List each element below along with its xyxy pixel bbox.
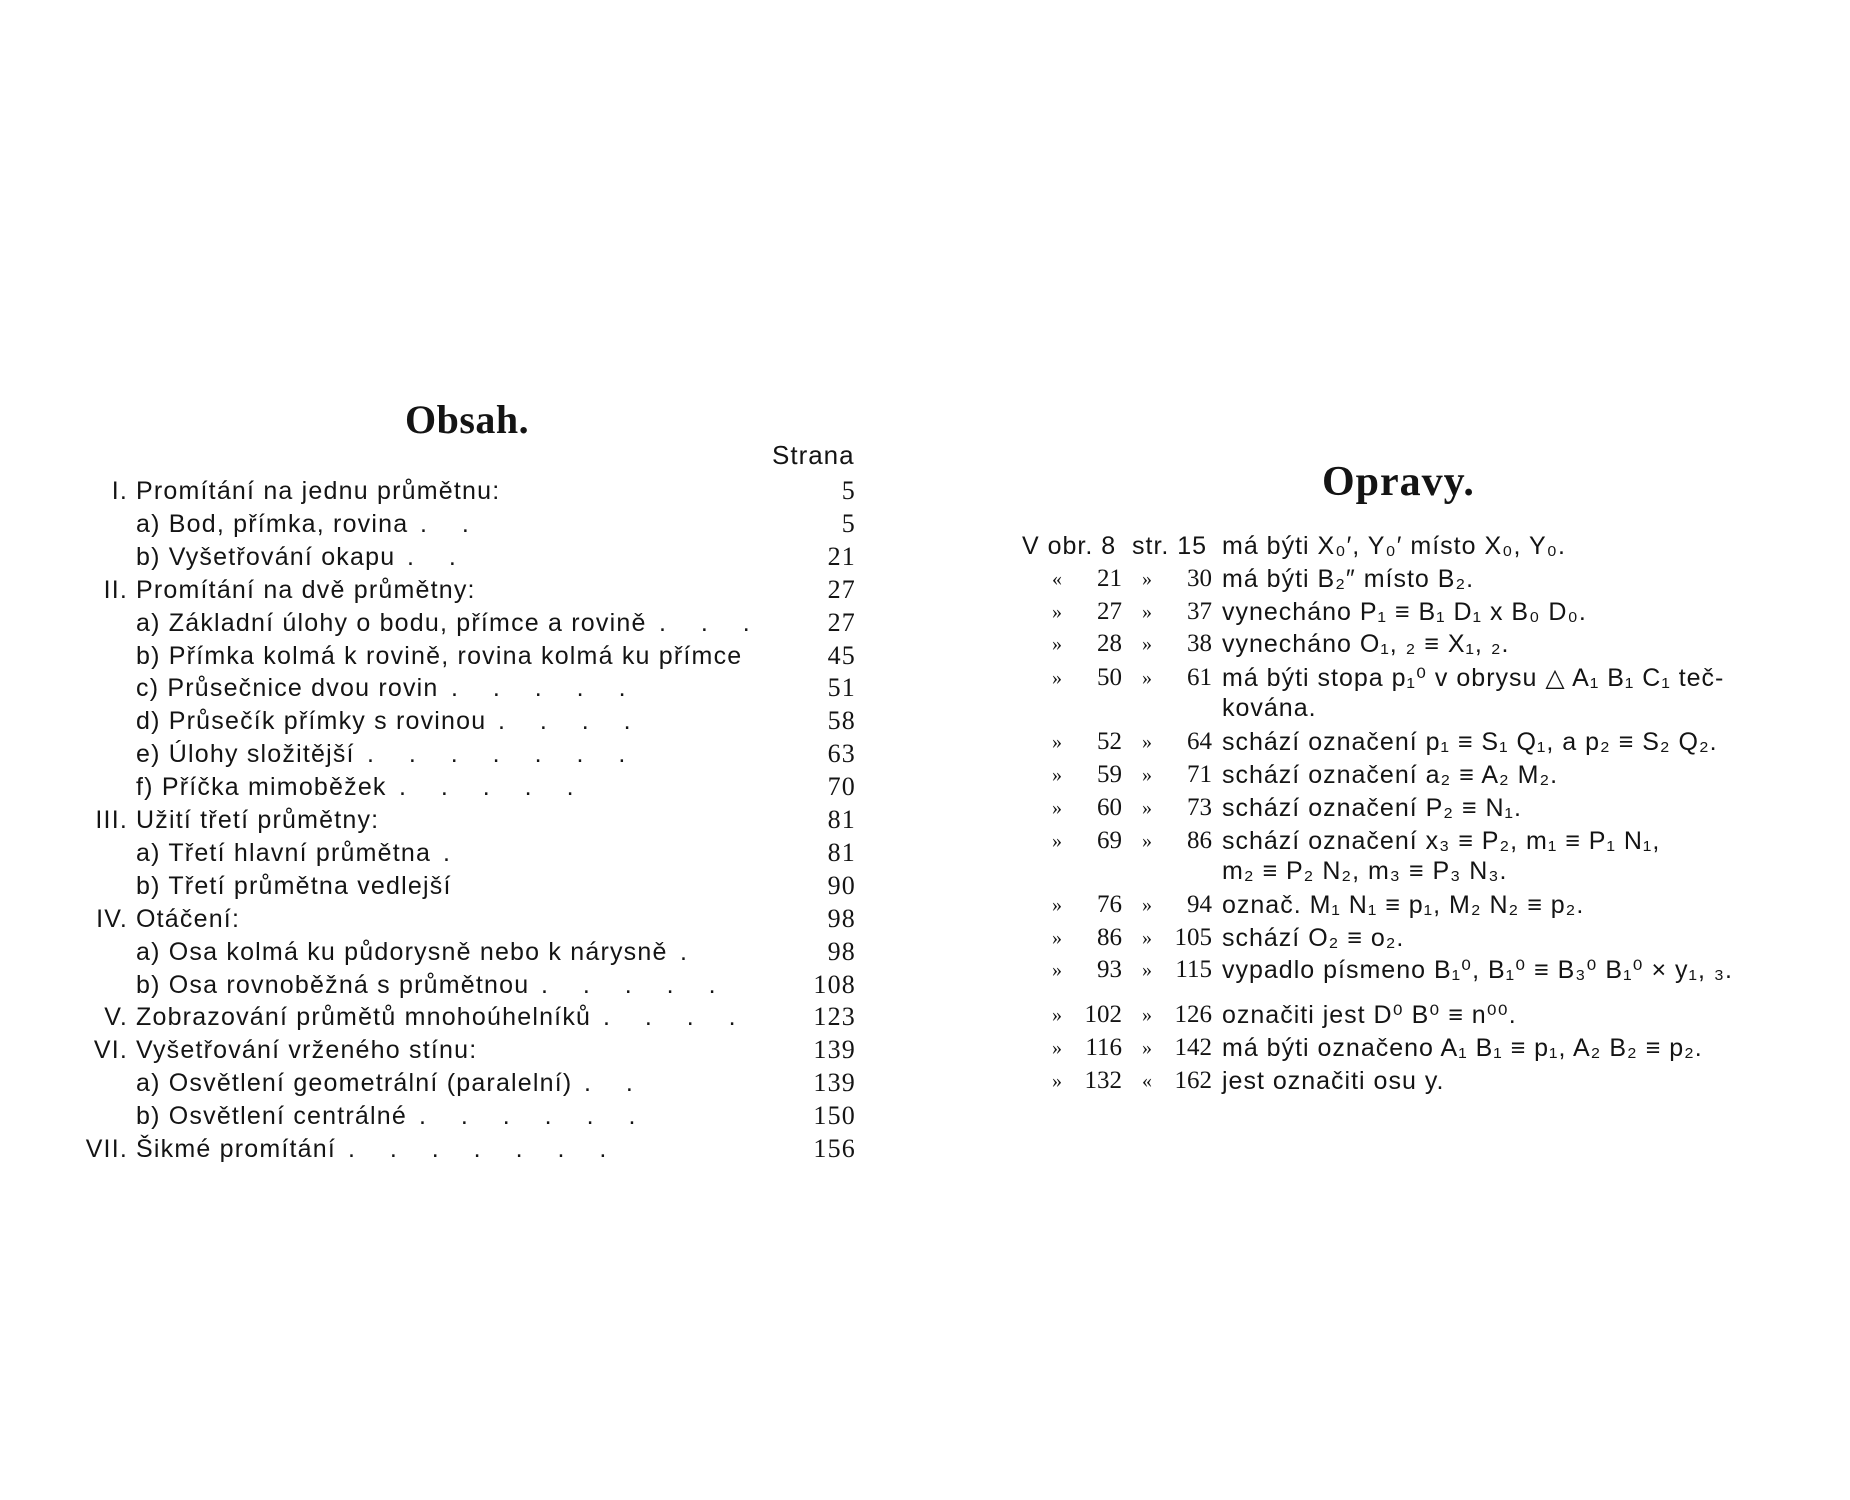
errata-page-number: 73 xyxy=(1187,794,1212,821)
entry-page-number: 150 xyxy=(813,1101,856,1131)
ditto-mark: » xyxy=(1052,926,1062,949)
ditto-mark: » xyxy=(1052,829,1062,852)
errata-figure-number: 93 xyxy=(1097,956,1122,984)
errata-figure-number: 52 xyxy=(1097,728,1122,756)
ditto-mark: » xyxy=(1052,633,1062,656)
leader-dots: . . . . . xyxy=(451,674,640,703)
contents-entry xyxy=(70,1001,856,1033)
entry-page-number: 27 xyxy=(827,607,856,637)
errata-correction: schází označení a₂ ≡ A₂ M₂. xyxy=(1222,761,1559,790)
ditto-mark: » xyxy=(1052,1037,1062,1060)
entry-label: Otáčení: xyxy=(136,904,241,933)
contents-entry xyxy=(70,607,856,639)
entry-number: VII. xyxy=(85,1135,128,1163)
contents-entry xyxy=(70,705,856,737)
errata-correction: má býti stopa p₁⁰ v obrysu △ A₁ B₁ C₁ teč- xyxy=(1222,664,1725,693)
entry-page-number: 123 xyxy=(813,1002,856,1032)
contents-page xyxy=(0,0,900,1500)
entry-label: e) Úlohy složitější xyxy=(136,740,355,769)
ditto-mark: » xyxy=(1142,731,1152,754)
entry-page-number: 70 xyxy=(827,772,856,802)
errata-correction: vynecháno O₁, ₂ ≡ X₁, ₂. xyxy=(1222,630,1510,659)
entry-label: f) Příčka mimoběžek xyxy=(136,773,387,802)
entry-page-number: 45 xyxy=(827,640,856,670)
errata-page-number: 126 xyxy=(1174,1001,1212,1029)
entry-page-number: 98 xyxy=(827,936,856,966)
errata-title: Opravy. xyxy=(1322,459,1475,505)
page-column-header: Strana xyxy=(772,440,855,470)
leader-dots: . . . . . xyxy=(399,773,588,802)
leader-dots: . . . . xyxy=(603,1003,750,1032)
errata-page-number: 38 xyxy=(1187,630,1212,658)
entry-page-number: 51 xyxy=(827,673,856,703)
leader-dots: . . xyxy=(407,542,470,571)
ditto-mark: » xyxy=(1142,633,1152,656)
entry-page-number: 5 xyxy=(841,476,856,505)
errata-figure-ref: V obr. 8 xyxy=(1022,532,1117,560)
errata-correction: označiti jest D⁰ B⁰ ≡ n⁰⁰. xyxy=(1222,1001,1517,1030)
ditto-mark: » xyxy=(1052,1004,1062,1027)
ditto-mark: » xyxy=(1052,731,1062,754)
errata-figure-number: 102 xyxy=(1084,1001,1122,1029)
contents-entry xyxy=(70,541,856,573)
errata-figure-number: 59 xyxy=(1097,761,1122,789)
contents-entry xyxy=(70,1034,856,1066)
ditto-mark: » xyxy=(1052,797,1062,819)
errata-page-number: 142 xyxy=(1174,1034,1212,1062)
ditto-mark: » xyxy=(1142,1037,1152,1060)
entry-number: III. xyxy=(95,806,128,834)
entry-label: d) Průsečík přímky s rovinou xyxy=(136,707,487,736)
leader-dots: . . xyxy=(420,509,483,538)
entry-label: Vyšetřování vrženého stínu: xyxy=(136,1036,478,1065)
entry-page-number: 98 xyxy=(827,903,856,933)
errata-correction: vynecháno P₁ ≡ B₁ D₁ x B₀ D₀. xyxy=(1222,597,1587,626)
contents-entry xyxy=(70,1100,856,1132)
entry-page-number: 156 xyxy=(813,1134,856,1163)
leader-dots: . . . xyxy=(659,608,764,637)
entry-page-number: 5 xyxy=(841,508,856,538)
entry-page-number: 139 xyxy=(813,1035,856,1065)
contents-entry xyxy=(70,903,856,935)
errata-figure-number: 69 xyxy=(1097,826,1122,854)
errata-figure-number: 60 xyxy=(1097,794,1122,821)
entry-label: a) Bod, přímka, rovina xyxy=(136,509,409,538)
entry-page-number: 21 xyxy=(827,541,856,571)
contents-entry xyxy=(70,837,856,869)
errata-page-number: 86 xyxy=(1187,826,1212,854)
errata-figure-number: 50 xyxy=(1097,664,1122,692)
contents-entry xyxy=(70,969,856,1001)
errata-correction: označ. M₁ N₁ ≡ p₁, M₂ N₂ ≡ p₂. xyxy=(1222,890,1585,919)
contents-entry xyxy=(70,936,856,968)
entry-label: b) Třetí průmětna vedlejší xyxy=(136,871,452,900)
leader-dots: . . . . . xyxy=(541,970,730,999)
leader-dots: . xyxy=(443,838,464,867)
ditto-mark: » xyxy=(1052,1070,1062,1092)
leader-dots: . . xyxy=(584,1069,647,1098)
errata-correction: vypadlo písmeno B₁⁰, B₁⁰ ≡ B₃⁰ B₁⁰ × y₁, ₃. xyxy=(1222,956,1733,985)
entry-label: b) Osvětlení centrálné xyxy=(136,1102,407,1131)
ditto-mark: » xyxy=(1052,600,1062,623)
errata-figure-number: 21 xyxy=(1097,564,1122,592)
errata-correction-continuation: kována. xyxy=(1222,694,1317,723)
entry-number: I. xyxy=(111,477,128,505)
contents-entry xyxy=(70,1067,856,1099)
ditto-mark: « xyxy=(1142,1070,1152,1092)
errata-page-number: 71 xyxy=(1187,761,1212,789)
entry-label: b) Osa rovnoběžná s průmětnou xyxy=(136,970,530,999)
errata-page xyxy=(900,0,1850,1500)
entry-number: VI. xyxy=(93,1036,128,1065)
entry-label: a) Osvětlení geometrální (paralelní) xyxy=(136,1069,573,1098)
contents-entry xyxy=(70,640,856,672)
errata-correction: má býti označeno A₁ B₁ ≡ p₁, A₂ B₂ ≡ p₂. xyxy=(1222,1034,1703,1063)
entry-page-number: 90 xyxy=(827,870,856,900)
errata-correction: schází označení P₂ ≡ N₁. xyxy=(1222,794,1522,822)
errata-correction: schází O₂ ≡ o₂. xyxy=(1222,923,1405,952)
entry-label: Užití třetí průmětny: xyxy=(136,806,380,834)
errata-page-ref: str. 15 xyxy=(1132,532,1208,560)
contents-entry xyxy=(70,771,856,803)
errata-page-number: 37 xyxy=(1187,597,1212,625)
ditto-mark: » xyxy=(1142,959,1152,982)
entry-page-number: 139 xyxy=(813,1068,856,1098)
entry-number: II. xyxy=(103,575,128,604)
entry-page-number: 58 xyxy=(827,706,856,736)
entry-label: b) Přímka kolmá k rovině, rovina kolmá ku přímce xyxy=(136,641,743,670)
ditto-mark: » xyxy=(1052,893,1062,916)
contents-entry xyxy=(70,804,856,836)
entry-label: b) Vyšetřování okapu xyxy=(136,542,396,571)
contents-entry xyxy=(70,508,856,540)
entry-page-number: 81 xyxy=(827,805,856,834)
errata-figure-number: 76 xyxy=(1097,890,1122,918)
ditto-mark: » xyxy=(1142,1004,1152,1027)
entry-page-number: 27 xyxy=(827,574,856,604)
entry-page-number: 63 xyxy=(827,739,856,769)
contents-title: Obsah. xyxy=(405,397,530,442)
entry-label: Promítání na dvě průmětny: xyxy=(136,575,476,604)
contents-entry xyxy=(70,475,856,507)
errata-correction: schází označení p₁ ≡ S₁ Q₁, a p₂ ≡ S₂ Q₂. xyxy=(1222,728,1718,757)
errata-page-number: 162 xyxy=(1174,1067,1212,1094)
errata-correction: schází označení x₃ ≡ P₂, m₁ ≡ P₁ N₁, xyxy=(1222,826,1661,855)
errata-page-number: 30 xyxy=(1187,564,1212,592)
ditto-mark: » xyxy=(1142,567,1152,590)
ditto-mark: » xyxy=(1142,600,1152,623)
contents-entry xyxy=(70,672,856,704)
entry-label: Zobrazování průmětů mnohoúhelníků xyxy=(136,1003,592,1032)
errata-page-number: 115 xyxy=(1175,956,1212,984)
leader-dots: . . . . . . xyxy=(419,1102,650,1131)
errata-correction: jest označiti osu y. xyxy=(1222,1067,1445,1095)
errata-correction-continuation: m₂ ≡ P₂ N₂, m₃ ≡ P₃ N₃. xyxy=(1222,856,1508,885)
errata-figure-number: 132 xyxy=(1084,1067,1122,1094)
entry-label: c) Průsečnice dvou rovin xyxy=(136,674,439,703)
entry-page-number: 81 xyxy=(827,837,856,867)
contents-entry xyxy=(70,738,856,770)
entry-label: a) Osa kolmá ku půdorysně nebo k nárysně xyxy=(136,937,668,966)
leader-dots: . . . . . . . xyxy=(367,740,640,769)
ditto-mark: » xyxy=(1142,797,1152,819)
errata-correction: má býti X₀′, Y₀′ místo X₀, Y₀. xyxy=(1222,532,1566,560)
entry-label: a) Třetí hlavní průmětna xyxy=(136,838,432,867)
leader-dots: . . . . . . . xyxy=(348,1135,621,1163)
entry-page-number: 108 xyxy=(813,969,856,999)
errata-page-number: 64 xyxy=(1187,728,1212,756)
entry-label: a) Základní úlohy o bodu, přímce a rovině xyxy=(136,608,647,637)
contents-entry xyxy=(70,870,856,902)
entry-label: Promítání na jednu průmětnu: xyxy=(136,477,501,505)
ditto-mark: » xyxy=(1142,764,1152,787)
errata-correction: má býti B₂″ místo B₂. xyxy=(1222,564,1475,593)
ditto-mark: » xyxy=(1142,667,1152,690)
ditto-mark: » xyxy=(1142,926,1152,949)
ditto-mark: » xyxy=(1142,893,1152,916)
ditto-mark: » xyxy=(1052,764,1062,787)
errata-figure-number: 27 xyxy=(1097,597,1122,625)
errata-figure-number: 28 xyxy=(1097,630,1122,658)
entry-number: V. xyxy=(104,1003,128,1032)
entry-label: Šikmé promítání xyxy=(136,1135,337,1163)
entry-number: IV. xyxy=(96,904,128,933)
leader-dots: . . . . xyxy=(498,707,645,736)
ditto-mark: » xyxy=(1142,829,1152,852)
ditto-mark: » xyxy=(1052,667,1062,690)
errata-page-number: 94 xyxy=(1187,890,1212,918)
errata-page-number: 61 xyxy=(1187,664,1212,692)
contents-entry xyxy=(70,1133,856,1165)
leader-dots: . xyxy=(680,937,701,966)
errata-figure-number: 116 xyxy=(1085,1034,1122,1062)
ditto-mark: « xyxy=(1052,567,1062,590)
errata-figure-number: 86 xyxy=(1097,923,1122,951)
errata-page-number: 105 xyxy=(1174,923,1212,951)
ditto-mark: » xyxy=(1052,959,1062,982)
contents-entry xyxy=(70,574,856,606)
